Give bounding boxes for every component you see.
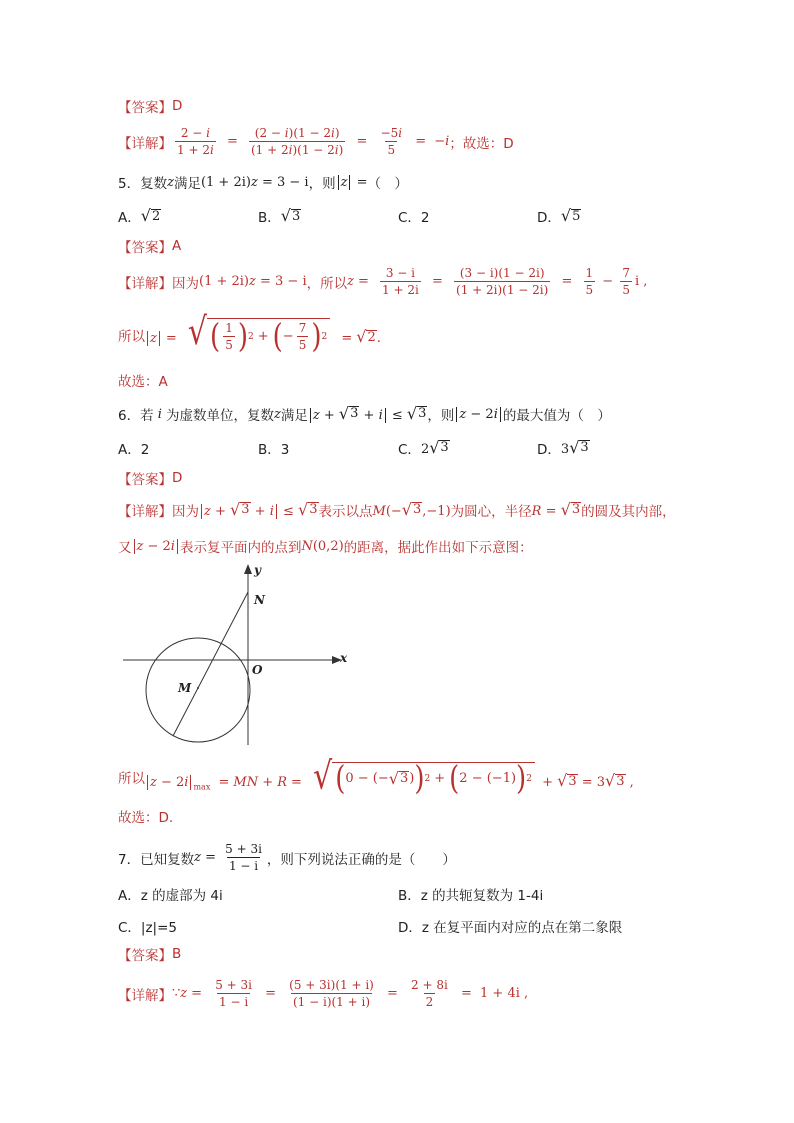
q5-option-b: B． √ 3 xyxy=(258,206,301,226)
y-label: y xyxy=(254,563,261,577)
circle-m xyxy=(146,638,250,742)
solution-tag: 【详解】 xyxy=(118,135,172,152)
complex-plane-diagram xyxy=(118,560,358,750)
q5-var: z xyxy=(167,174,174,190)
answer-line-q4 xyxy=(118,96,182,116)
q6-option-d: D． 3 √ 3 xyxy=(537,437,589,458)
q5-option-d: D． √ 5 xyxy=(537,206,581,226)
q7-option-d: D．z 在复平面内对应的点在第二象限 xyxy=(398,920,623,936)
solution-tag: 【详解】 xyxy=(118,987,172,1004)
solution-line-q5-modulus: 所以 z = √ ( $\frac{1}{5}$ ) 2 + ( − $\frac{7}{5}$ ) 2 = √ 2 . xyxy=(118,310,381,356)
question-6: 6．若 i 为虚数单位，复数 z 满足 z + √ 3 + i ≤ √ 3 ，则 z − 2i 的最大值为（ ） xyxy=(118,403,611,424)
q6-option-b: B．3 xyxy=(258,442,290,458)
answer-value: B xyxy=(172,946,182,962)
q5-number: 5．复数 xyxy=(118,176,168,192)
q7-option-b: B．z 的共轭复数为 1-4i xyxy=(398,888,544,904)
answer-value: A xyxy=(172,238,182,254)
solution-line-q6-b: 又 z − 2i 表示复平面内的点到 N(0,2) 的距离，据此作出如下示意图： xyxy=(118,538,533,556)
answer-tag: 【答案】 xyxy=(118,472,172,488)
o-label: O xyxy=(252,663,263,677)
answer-tag: 【答案】 xyxy=(118,240,172,256)
solution-line-q6-max: 所以 z − 2i $_{max}$ = MN + R = √ ( 0 − (− √ 3 ) ) 2 + ( 2 − (−1) ) 2 + √ 3 = 3 √ 3 , xyxy=(118,754,634,799)
center-dot xyxy=(197,687,199,689)
solution-line-q6: 【详解】 因为 z + √ 3 + i ≤ √ 3 表示以点 M(− √ 3 ,−1) 为圆心，半径 R = √ 3 的圆及其内部， xyxy=(118,499,676,520)
solution-tag: 【详解】 xyxy=(118,275,172,292)
answer-line-q5 xyxy=(118,236,181,256)
solution-line-q7: 【详解】 ∵z = $\frac{5 + 3i}{1 - i}$ = $\frac{(5 + 3i)(1 + i)}{(1 - i)(1 + i)}$ = $\frac{2 + 8i}{2}$ = 1 + 4i , xyxy=(118,978,529,1009)
q5-option-a: A． √ 2 xyxy=(118,206,161,226)
q5-post: ，则 xyxy=(308,176,336,192)
solution-line-q5: 【详解】 因为 (1 + 2i)z = 3 − i ，所以 z = $\frac{3 - i}{1 + 2i}$ = $\frac{(3 - i)(1 - 2i)}{(1 + 2i)(1 - 2i)}$ = $\frac{1}{5}$ − $\frac{7}{5}$ i , xyxy=(118,266,648,297)
q5-option-c: C．2 xyxy=(398,210,430,226)
y-axis-arrow xyxy=(244,564,252,574)
solution-math: $\frac{2 - i}{1 + 2i}$ = $\frac{(2 - i)(1 - 2i)}{(1 + 2i)(1 - 2i)}$ = $\frac{-5i}{5}$ = −i xyxy=(177,126,450,157)
answer-line-q6 xyxy=(118,468,182,488)
q5-mid: 满足 xyxy=(173,176,201,192)
x-label: x xyxy=(340,651,348,665)
answer-value: D xyxy=(172,470,183,486)
q5-blank: （ ） xyxy=(367,176,408,192)
solution-tail: ；故选：D xyxy=(449,135,514,152)
q7-option-a: A．z 的虚部为 4i xyxy=(118,888,223,904)
m-label: M xyxy=(178,681,192,695)
solution-line-q4 xyxy=(118,126,514,157)
conclusion-q6: 故选：D. xyxy=(118,810,174,826)
q6-option-a: A．2 xyxy=(118,442,150,458)
q7-option-c: C．|z|=5 xyxy=(118,920,178,936)
q6-option-c: C． 2 √ 3 xyxy=(398,437,449,458)
line-mn xyxy=(173,592,248,736)
answer-value: D xyxy=(172,98,183,114)
answer-line-q7 xyxy=(118,944,181,964)
n-label: N xyxy=(254,593,265,607)
answer-tag: 【答案】 xyxy=(118,948,172,964)
q5-abs: z = xyxy=(336,175,368,190)
q5-equation: (1 + 2i)z = 3 − i xyxy=(200,174,309,190)
conclusion-q5: 故选：A xyxy=(118,374,168,390)
answer-tag: 【答案】 xyxy=(118,100,172,116)
question-5 xyxy=(118,172,408,192)
solution-tag: 【详解】 xyxy=(118,504,172,520)
question-7: 7．已知复数 z = $\frac{5 + 3i}{1 - i}$ ，则下列说法正确的是（ ） xyxy=(118,842,456,873)
